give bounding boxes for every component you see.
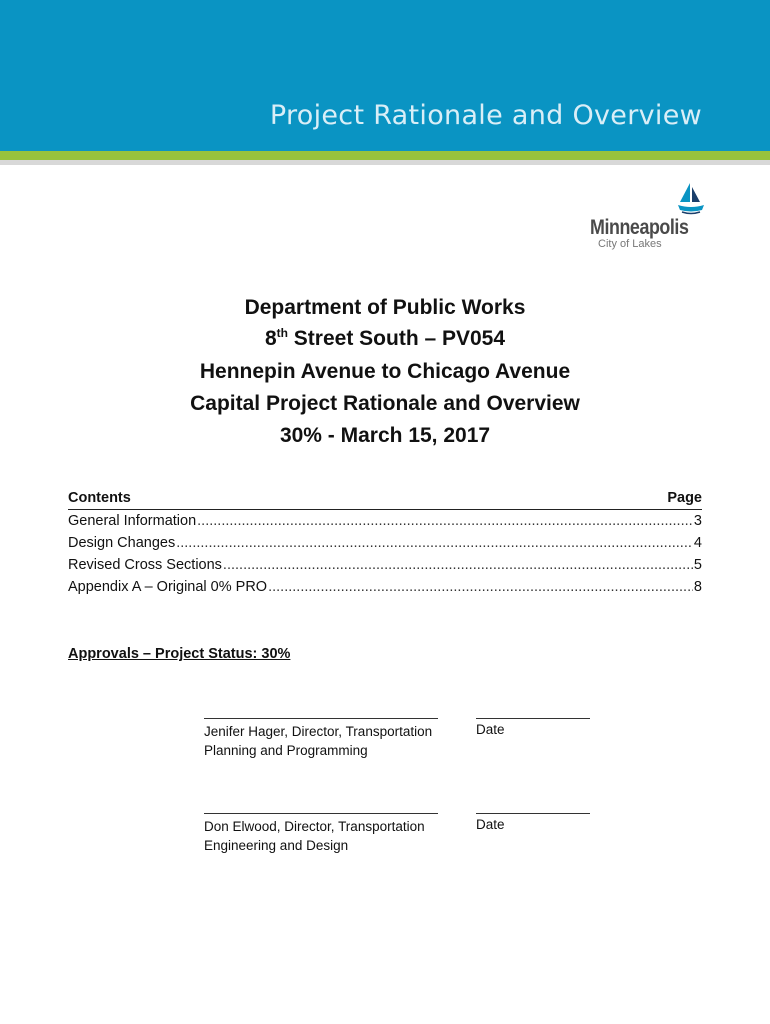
logo-name: Minneapolis [590, 216, 689, 239]
toc-item[interactable]: General Information ..... 3 [68, 510, 702, 532]
table-of-contents [68, 490, 702, 598]
department-heading: Department of Public Works [244, 296, 526, 319]
street-heading: 8th Street South – PV054 [264, 326, 506, 350]
contents-header [68, 490, 702, 510]
contents-label: Contents [68, 490, 131, 506]
gray-stripe [0, 160, 770, 165]
toc-item[interactable]: Appendix A – Original 0% PRO ..... 8 [68, 576, 702, 598]
page-title: Project Rationale and Overview [269, 100, 702, 131]
toc-item[interactable]: Revised Cross Sections ..... 5 [68, 554, 702, 576]
sailboat-icon [676, 182, 706, 216]
approvals-title: Approvals – Project Status: 30% [68, 646, 291, 662]
page-label: Page [667, 490, 702, 506]
logo-tagline: City of Lakes [598, 238, 662, 250]
signature-line[interactable] [204, 718, 438, 719]
segment-heading: Hennepin Avenue to Chicago Avenue [199, 360, 571, 383]
signatory-name: Don Elwood, Director, Transportation Engineering and Design [204, 819, 425, 853]
signature-line[interactable] [204, 813, 438, 814]
date-label: Date [476, 722, 505, 737]
date-label: Date [476, 817, 505, 832]
date-line[interactable] [476, 813, 590, 814]
signatory-name: Jenifer Hager, Director, Transportation Planning and Programming [204, 724, 433, 758]
status-date-heading: 30% - March 15, 2017 [279, 424, 491, 447]
document-heading: Capital Project Rationale and Overview [190, 392, 580, 415]
toc-item[interactable]: Design Changes ..... 4 [68, 532, 702, 554]
green-stripe [0, 151, 770, 160]
minneapolis-logo [590, 182, 710, 252]
date-line[interactable] [476, 718, 590, 719]
header-banner [0, 0, 770, 151]
